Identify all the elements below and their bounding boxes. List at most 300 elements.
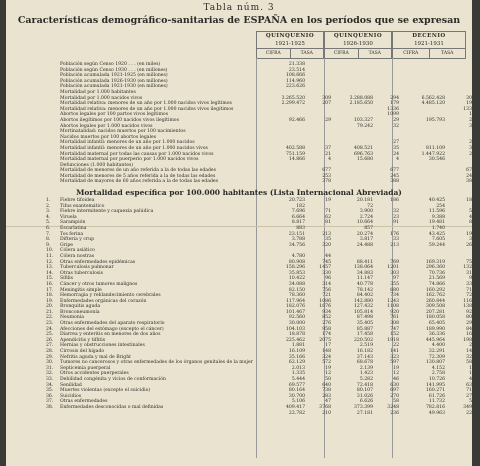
cell-tasa: 697 <box>390 388 399 394</box>
cell-cifra: 1.740 <box>431 225 445 231</box>
cell-cifra: 14.866 <box>288 157 305 163</box>
row-label: Población según Censo 1920 . . . (en miles) <box>60 62 161 67</box>
cell-cifra: 20.723 <box>288 198 305 203</box>
row-label: Senilidad <box>60 382 82 388</box>
cell-cifra: 87.498 <box>356 315 373 321</box>
row-number: 2. <box>46 203 51 209</box>
cell-cifra: 9.388 <box>431 214 445 220</box>
cell-tasa: 294 <box>390 95 399 101</box>
cell-tasa: 32 <box>393 209 399 215</box>
cell-tasa: 2 <box>469 117 472 123</box>
cell-tasa: 4 <box>469 377 472 382</box>
row-label: Muertes violentas (excepto el suicidio) <box>60 388 151 394</box>
cell-cifra: 260.844 <box>426 298 445 304</box>
row-number: 26. <box>46 337 54 343</box>
cell-cifra: 104.103 <box>286 326 305 332</box>
row-number: 22. <box>46 315 54 321</box>
cell-tasa: 12 <box>393 371 399 377</box>
row-label: Hernias y obstrucciones intestinales <box>60 343 145 349</box>
cell-tasa: 640 <box>322 382 331 388</box>
cell-cifra: 195.793 <box>426 117 445 123</box>
cell-tasa: 680 <box>390 287 399 293</box>
row-number: 35. <box>46 388 54 394</box>
cell-tasa: 276 <box>322 321 331 327</box>
cell-cifra: 40.778 <box>356 281 373 287</box>
cell-tasa: 62 <box>325 214 331 220</box>
cell-cifra: 2.013 <box>291 365 305 371</box>
cell-tasa: 756 <box>322 287 331 293</box>
cell-cifra: 409.417 <box>286 404 305 410</box>
cell-tasa: 4 <box>328 157 331 163</box>
cell-cifra: 2.724 <box>359 214 373 220</box>
row-label: Debilidad congénita y vicios de conformación <box>60 377 166 382</box>
cell-tasa: 27 <box>393 140 399 146</box>
cell-tasa: 19 <box>466 101 472 107</box>
cell-cifra: 225.462 <box>286 337 305 343</box>
cell-tasa: 958 <box>322 326 331 332</box>
cell-cifra: 92.560 <box>288 315 305 321</box>
cell-cifra: 82.150 <box>288 287 305 293</box>
cell-cifra: 37.143 <box>356 354 373 360</box>
cell-tasa: 12 <box>325 371 331 377</box>
cell-tasa: 213 <box>322 231 331 237</box>
row-label: Nefritis aguda y mal de Bright <box>60 354 131 360</box>
cell-tasa: 2075 <box>319 337 331 343</box>
cell-tasa: 2 <box>469 343 472 349</box>
row-label: Hemorragia y reblandecimiento cerebrales <box>60 293 161 299</box>
row-number: 24. <box>46 326 54 332</box>
cell-cifra: 80.164 <box>288 388 305 394</box>
cell-tasa: 378 <box>322 179 331 185</box>
cell-tasa: 22 <box>393 343 399 349</box>
cell-tasa: 1086 <box>319 298 331 304</box>
cell-cifra: 158.296 <box>286 265 305 271</box>
cell-cifra: 59.244 <box>428 242 445 248</box>
cell-cifra: 85.887 <box>356 326 373 332</box>
cell-tasa: 84 <box>466 326 472 332</box>
cell-tasa: 32 <box>393 123 399 129</box>
cell-cifra: 18.878 <box>288 332 305 338</box>
row-label: Defunciones (1.000 habitantes) <box>60 162 134 168</box>
cell-cifra: 3.788 <box>291 237 305 243</box>
row-label: Cólera asiático <box>60 248 95 254</box>
cell-tasa: 32 <box>466 354 472 360</box>
row-number: 17. <box>46 287 54 293</box>
cell-tasa: 29 <box>325 117 331 123</box>
row-label: Mortalidad de menores de 5 años referida a la de todas las edades <box>60 173 216 179</box>
row-label: Enfermedades desconocidas o mal definidas <box>60 404 164 410</box>
cell-tasa: 152 <box>390 332 399 338</box>
cell-cifra: 114.960 <box>286 78 305 84</box>
cell-cifra: 4.400 <box>431 343 445 349</box>
cell-tasa: 16 <box>466 332 472 338</box>
row-number: 1. <box>46 198 51 203</box>
row-number: 32. <box>46 371 54 377</box>
row-number: 21. <box>46 309 54 315</box>
cell-cifra: 49.963 <box>428 410 445 416</box>
cell-cifra: 160.292 <box>426 287 445 293</box>
cell-tasa: 58 <box>393 399 399 405</box>
cell-cifra: 80.107 <box>356 388 373 394</box>
cell-cifra: 1.447.922 <box>421 151 445 157</box>
cell-tasa: 572 <box>322 360 331 366</box>
cell-cifra: 8.817 <box>291 220 305 226</box>
cell-cifra: 72 <box>367 203 373 209</box>
cell-tasa: 72 <box>466 293 472 299</box>
cell-cifra: 105.814 <box>354 309 373 315</box>
row-label: Otras enfermedades del aparato respiratorio <box>60 321 165 327</box>
cell-tasa: 852 <box>322 315 331 321</box>
cell-tasa: 33 <box>393 237 399 243</box>
row-number: 33. <box>46 377 54 382</box>
cell-tasa: 27 <box>466 393 472 399</box>
cell-cifra: 34.756 <box>288 242 305 248</box>
cell-cifra: 16.182 <box>356 349 373 355</box>
row-label: Cirrosis del hígado <box>60 349 105 355</box>
cell-cifra: 32.291 <box>428 349 445 355</box>
cell-tasa: 388 <box>390 179 399 185</box>
cell-cifra: 2.299.472 <box>281 101 305 107</box>
cell-tasa: 314 <box>322 281 331 287</box>
row-number: 34. <box>46 382 54 388</box>
row-label: Afecciones del estómago (excepto el cáncer) <box>60 326 164 332</box>
row-label: Otras enfermedades epidémicas <box>60 259 136 265</box>
row-label: Tuberculosis pulmonar <box>60 265 114 271</box>
cell-tasa: 253 <box>322 173 331 179</box>
cell-tasa: 1099 <box>387 112 399 118</box>
cell-cifra: 373.399 <box>354 404 373 410</box>
cell-cifra: 84.402 <box>356 293 373 299</box>
row-label: Apendicitis y tiflitis <box>60 337 106 343</box>
row-number: 20. <box>46 304 54 310</box>
cell-cifra: 19.481 <box>428 220 445 226</box>
cell-cifra: 408.521 <box>354 145 373 151</box>
cell-cifra: 5.282 <box>359 377 373 382</box>
cell-cifra: 6.562.428 <box>421 95 445 101</box>
cell-cifra: 5.106 <box>291 399 305 405</box>
cell-tasa: 4 <box>469 214 472 220</box>
cell-tasa: 71 <box>325 209 331 215</box>
cell-cifra: 22.782 <box>288 410 305 416</box>
cell-tasa: 80 <box>466 315 472 321</box>
row-label: Difteria y crup <box>60 237 95 243</box>
cell-cifra: 101.467 <box>286 309 305 315</box>
cell-tasa: 245 <box>390 173 399 179</box>
cell-tasa: 5 <box>469 209 472 215</box>
cell-cifra: 162.762 <box>426 293 445 299</box>
row-number: 6. <box>46 225 51 231</box>
row-number: 25. <box>46 332 54 338</box>
cell-tasa: 96 <box>325 276 331 282</box>
cell-tasa: 176 <box>390 231 399 237</box>
cell-tasa: 71 <box>466 388 472 394</box>
cell-cifra: 34.883 <box>356 270 373 276</box>
cell-cifra: 7.605 <box>431 237 445 243</box>
cell-cifra: 30.546 <box>428 157 445 163</box>
cell-cifra: 182 <box>296 203 305 209</box>
cell-tasa: 1243 <box>387 298 399 304</box>
cell-tasa: 934 <box>322 309 331 315</box>
cell-tasa: 721 <box>322 293 331 299</box>
cell-tasa: 29 <box>393 117 399 123</box>
row-label: Mortalidad infantil: menores de un año por 1.000 nacidos <box>60 140 195 146</box>
row-label: Septicemia puerperal <box>60 365 111 371</box>
cell-cifra: 2.139 <box>359 365 373 371</box>
row-label: Otras tuberculosis <box>60 270 103 276</box>
cell-cifra: 782.816 <box>426 404 445 410</box>
cell-tasa: 37 <box>325 145 331 151</box>
row-number: 38. <box>46 404 54 410</box>
cell-tasa: 44 <box>325 253 331 259</box>
cell-cifra: 2.185.650 <box>349 101 373 107</box>
row-number: 4. <box>46 214 51 220</box>
cell-tasa: 5 <box>469 399 472 405</box>
cell-tasa: 1457 <box>319 265 331 271</box>
column-divider <box>256 58 257 458</box>
cell-tasa: 1 <box>469 112 472 118</box>
table-title: Características demográfico-sanitarias de ESPAÑA en los períodos que se expresan <box>17 15 461 26</box>
cell-tasa: 1 <box>469 371 472 377</box>
cell-tasa: 283 <box>322 393 331 399</box>
cell-cifra: 11.596 <box>428 209 445 215</box>
cell-tasa: 597 <box>390 360 399 366</box>
row-label: Bronconeumonía <box>60 309 100 315</box>
cell-cifra: 21.338 <box>288 62 305 67</box>
cell-cifra: 68.678 <box>356 360 373 366</box>
cell-cifra: 16.109 <box>288 349 305 355</box>
cell-tasa: 745 <box>322 259 331 265</box>
cell-cifra: 10.726 <box>428 377 445 382</box>
row-label: Fiebre tifoidea <box>60 198 95 203</box>
cell-tasa: 38 <box>466 179 472 185</box>
cell-cifra: 1.881 <box>291 343 305 349</box>
cell-cifra: 3.265.520 <box>281 95 305 101</box>
row-label: Mortalidad maternal por todas las causas por 1.000 nacidos vivos <box>60 151 214 157</box>
cell-tasa: 33 <box>466 281 472 287</box>
cell-tasa: 4 <box>396 157 399 163</box>
cell-tasa: 303 <box>390 270 399 276</box>
cell-tasa: 1336 <box>387 106 399 112</box>
cell-cifra: 141.995 <box>426 382 445 388</box>
cell-tasa: 14 <box>466 349 472 355</box>
cell-cifra: 35.166 <box>288 354 305 360</box>
row-number: 30. <box>46 360 54 366</box>
cell-tasa: 23 <box>393 214 399 220</box>
cell-tasa: 207 <box>322 101 331 107</box>
cell-tasa: 747 <box>390 326 399 332</box>
cell-cifra: 20.274 <box>356 231 373 237</box>
row-label: Mortalidad infantil: menores de un año por 1.000 nacidos vivos <box>60 145 208 151</box>
cell-cifra: 7.696 <box>291 209 305 215</box>
row-label: Cólera nostras <box>60 253 95 259</box>
cell-cifra: 69.577 <box>288 382 305 388</box>
cell-tasa: 50 <box>325 377 331 382</box>
document-page <box>6 0 472 466</box>
row-number: 15. <box>46 276 54 282</box>
cell-cifra: 402.588 <box>286 145 305 151</box>
cell-tasa: 35 <box>393 145 399 151</box>
cell-cifra: 35.405 <box>356 321 373 327</box>
cell-cifra: 296.360 <box>426 265 445 271</box>
cell-cifra: 6.626 <box>359 399 373 405</box>
cell-cifra: 78.360 <box>288 293 305 299</box>
cell-tasa: 198 <box>463 337 472 343</box>
cell-tasa: 3 <box>469 145 472 151</box>
cell-tasa: 18 <box>466 198 472 203</box>
cell-cifra: 3.288.088 <box>349 95 373 101</box>
cell-tasa: 3 <box>469 237 472 243</box>
row-number: 37. <box>46 399 54 405</box>
cell-tasa: 30 <box>466 95 472 101</box>
cell-tasa: 148 <box>322 349 331 355</box>
row-label: Población según Censo 1930 . . . (en millones) <box>60 67 168 73</box>
row-label: Diarrea y enteritis en menores de dos años <box>60 332 161 338</box>
cell-cifra: 254 <box>436 203 445 209</box>
cell-tasa: 46 <box>393 377 399 382</box>
cell-tasa: 2 <box>469 151 472 157</box>
cell-cifra: 1.335 <box>291 371 305 377</box>
cell-tasa: 29 <box>466 321 472 327</box>
cell-cifra: 220.502 <box>354 337 373 343</box>
cell-cifra: 138.064 <box>354 265 373 271</box>
cell-cifra: 30.000 <box>288 321 305 327</box>
cell-cifra: 3.900 <box>359 209 373 215</box>
cell-cifra: 34.088 <box>288 281 305 287</box>
cell-cifra: 160.271 <box>426 388 445 394</box>
row-number: 29. <box>46 354 54 360</box>
row-label: Neumonía <box>60 315 84 321</box>
cell-tasa: 92 <box>466 309 472 315</box>
cell-cifra: 169.319 <box>426 259 445 265</box>
row-number: 19. <box>46 298 54 304</box>
row-number: 31. <box>46 365 54 371</box>
row-label: Mortinatalidad: nacidos muertos por 100 nacimientos <box>60 129 186 135</box>
cell-cifra: 15.680 <box>356 157 373 163</box>
row-label: Mortalidad maternal por puerperio por 1.000 nacidos vivos <box>60 157 199 163</box>
cell-tasa: 2 <box>469 140 472 146</box>
row-label: Tumores no cancerosos y otras enfermedades de los órganos genitales de la mujer <box>60 360 253 366</box>
cell-tasa: 67 <box>466 168 472 174</box>
cell-tasa: 26 <box>466 242 472 248</box>
cell-tasa: 81 <box>325 220 331 226</box>
cell-cifra: 21.569 <box>428 276 445 282</box>
cell-cifra: 127.432 <box>354 304 373 310</box>
row-number: 18. <box>46 293 54 299</box>
cell-tasa: 3 <box>469 123 472 129</box>
row-number: 28. <box>46 349 54 355</box>
row-number: 16. <box>46 281 54 287</box>
cell-tasa: 9 <box>469 276 472 282</box>
cell-cifra: 20.181 <box>356 198 373 203</box>
cell-cifra: 36.336 <box>428 332 445 338</box>
cell-cifra: 6.664 <box>291 214 305 220</box>
cell-tasa: 630 <box>390 382 399 388</box>
cell-cifra: 70.736 <box>428 270 445 276</box>
row-label: Sífilis <box>60 276 73 282</box>
cell-cifra: 4.780 <box>291 253 305 259</box>
cell-cifra: 117.964 <box>286 298 305 304</box>
cell-cifra: 10.664 <box>356 220 373 226</box>
row-number: 8. <box>46 237 51 243</box>
cell-cifra: 65.405 <box>428 321 445 327</box>
cell-cifra: 4.485.120 <box>421 101 445 107</box>
cell-cifra: 4.152 <box>431 365 445 371</box>
row-label: Suicidios <box>60 393 82 399</box>
row-label: Mortalidad de mayores de 60 años referida a la de todas las edades <box>60 179 218 185</box>
cell-cifra: 11.732 <box>428 399 445 405</box>
cell-cifra: 79.242 <box>356 123 373 129</box>
cell-cifra: 30.700 <box>288 393 305 399</box>
cell-cifra: 40.425 <box>428 198 445 203</box>
cell-cifra: 696.763 <box>354 151 373 157</box>
row-label: Nacidos muertos por 100 abortos legales <box>60 134 157 140</box>
cell-cifra: 182.076 <box>286 304 305 310</box>
cell-cifra: 72.309 <box>428 354 445 360</box>
cell-tasa: 24 <box>393 151 399 157</box>
cell-tasa: 324 <box>322 354 331 360</box>
row-label: Población acumulada 1921-1925 (en millones) <box>60 73 168 79</box>
cell-cifra: 11.147 <box>356 276 373 282</box>
row-number: 10. <box>46 248 54 254</box>
cell-tasa: 63 <box>466 382 472 388</box>
row-number: 12. <box>46 259 54 265</box>
cell-tasa: 138 <box>463 304 472 310</box>
row-label: Tos ferina <box>60 231 84 237</box>
cell-cifra: 223.626 <box>286 84 305 90</box>
row-label: Población acumulada 1921-1930 (en millones) <box>60 84 168 90</box>
cell-tasa: 761 <box>390 315 399 321</box>
cell-tasa: 24 <box>466 173 472 179</box>
row-label: Escarlatina <box>60 225 87 231</box>
row-number: 9. <box>46 242 51 248</box>
cell-tasa: 213 <box>390 242 399 248</box>
cell-cifra: 62.129 <box>288 360 305 366</box>
row-label: Población acumulada 1926-1930 (en millones) <box>60 78 168 84</box>
cell-cifra: 130.807 <box>426 360 445 366</box>
cell-cifra: 10.422 <box>288 276 305 282</box>
cell-cifra: 811.109 <box>426 145 445 151</box>
cell-cifra: 142.880 <box>354 298 373 304</box>
cell-tasa: 236 <box>390 410 399 416</box>
cell-tasa: 769 <box>390 259 399 265</box>
row-label: Mortalidad relativa: menores de un año por 1.000 nacidos vivos ilegítimos <box>60 106 234 112</box>
cell-tasa: 677 <box>390 168 399 174</box>
cell-cifra: 74.866 <box>428 281 445 287</box>
cell-tasa: 1 <box>469 365 472 371</box>
cell-tasa: 210 <box>322 410 331 416</box>
row-number: 7. <box>46 231 51 237</box>
cell-tasa: 35 <box>325 237 331 243</box>
cell-tasa: 19 <box>325 198 331 203</box>
row-label: Fiebre intermitente y caquexia palúdica <box>60 209 154 215</box>
cell-cifra: 189.990 <box>426 326 445 332</box>
cell-cifra: 2.758 <box>431 371 445 377</box>
cell-tasa: 734 <box>390 293 399 299</box>
cell-tasa: 320 <box>322 242 331 248</box>
cell-cifra: 78.142 <box>356 287 373 293</box>
cell-tasa: 17 <box>325 343 331 349</box>
cell-tasa: 19 <box>325 365 331 371</box>
cell-cifra: 72.418 <box>356 382 373 388</box>
cell-cifra: 61.726 <box>428 393 445 399</box>
row-label: Gripe <box>60 242 73 248</box>
cell-cifra: 24.488 <box>356 242 373 248</box>
cell-tasa: 71 <box>466 287 472 293</box>
row-label: Bronquitis aguda <box>60 304 101 310</box>
row-label: Abortos ilegítimos por 100 nacidos vivos ilegítimos <box>60 117 179 123</box>
cell-tasa: 308 <box>390 321 399 327</box>
row-number: 11. <box>46 253 54 259</box>
